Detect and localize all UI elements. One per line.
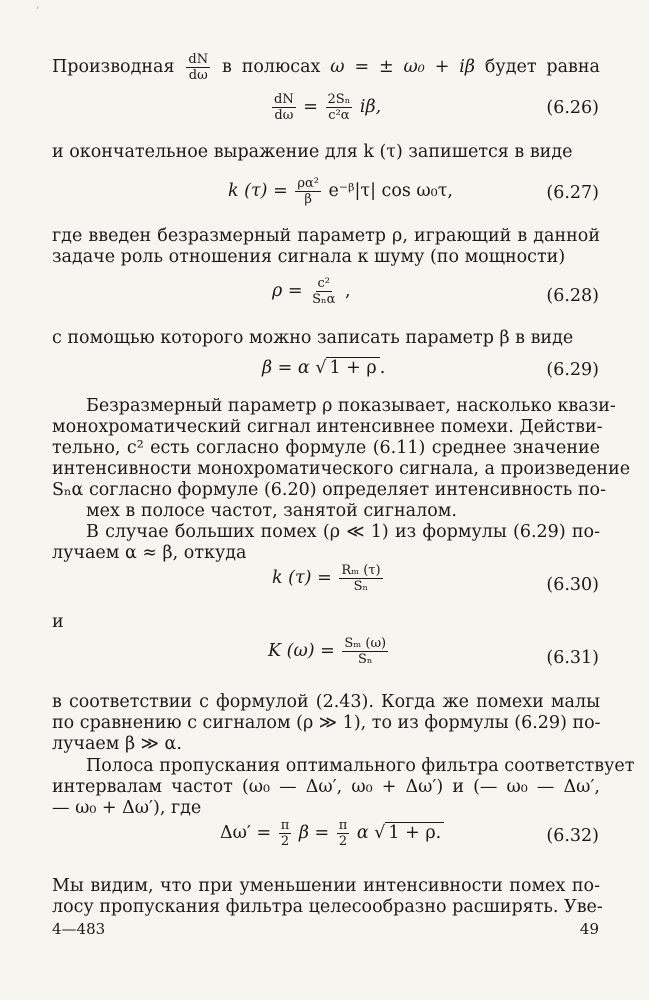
fraction-numerator: dN bbox=[188, 52, 209, 67]
equation-number: (6.26) bbox=[546, 98, 599, 118]
equation-6-28 bbox=[272, 276, 351, 307]
inline-formula: ω = ± ω₀ + iβ bbox=[330, 57, 475, 77]
fraction-numerator: c² bbox=[317, 276, 330, 291]
corner-mark: ’ bbox=[36, 6, 40, 17]
fraction-numerator: π bbox=[338, 818, 348, 833]
text-line-18: Полоса пропускания оптимального фильтра соответствует bbox=[86, 756, 635, 776]
text-fragment: в полюсах bbox=[222, 57, 321, 77]
fraction-numerator: ρα² bbox=[297, 176, 319, 191]
inline-fraction bbox=[186, 52, 210, 83]
equation-number: (6.27) bbox=[546, 183, 599, 203]
text-line-20: — ω₀ + Δω′), где bbox=[52, 798, 202, 818]
text-fragment: будет равна bbox=[484, 57, 600, 77]
radical-sign: √ bbox=[374, 823, 386, 843]
equation-lhs: ρ = bbox=[272, 281, 303, 301]
text-line-9: интенсивности монохроматического сигнала, а произведение bbox=[52, 459, 631, 479]
fraction-numerator: 2Sₙ bbox=[327, 92, 351, 107]
text-line-8: тельно, c² есть согласно формуле (6.11) среднее значение bbox=[52, 438, 600, 458]
text-line-6: Безразмерный параметр ρ показывает, насколько квази- bbox=[86, 396, 616, 416]
fraction-denominator: β bbox=[304, 192, 312, 207]
equation-number: (6.28) bbox=[546, 286, 599, 306]
equation-number: (6.31) bbox=[546, 648, 599, 668]
equation-6-31 bbox=[268, 636, 390, 667]
equals-sign: = bbox=[303, 97, 318, 117]
equation-lhs: K (ω) = bbox=[268, 641, 335, 661]
equation-tail: . bbox=[379, 358, 386, 378]
equation-6-26 bbox=[270, 92, 381, 123]
fraction-denominator: Sₙα bbox=[312, 292, 336, 307]
text-line-5: с помощью которого можно записать параметр β в виде bbox=[52, 328, 574, 348]
equation-lhs: Δω′ = bbox=[220, 823, 272, 843]
equation-6-30 bbox=[272, 563, 385, 594]
equation-tail: iβ, bbox=[359, 97, 382, 117]
fraction-numerator: π bbox=[280, 818, 290, 833]
text-line-1 bbox=[52, 52, 600, 83]
text-line-15: в соответствии с формулой (2.43). Когда же помехи малы bbox=[52, 692, 600, 712]
text-line-19: интервалам частот (ω₀ — Δω′, ω₀ + Δω′) и (— ω₀ — Δω′, bbox=[52, 777, 600, 797]
text-line-11: мех в полосе частот, занятой сигналом. bbox=[86, 501, 457, 521]
radicand: 1 + ρ bbox=[326, 357, 379, 378]
text-line-13: лучаем α ≈ β, откуда bbox=[52, 543, 247, 563]
text-line-2: и окончательное выражение для k (τ) запишется в виде bbox=[52, 142, 573, 162]
radicand: 1 + ρ. bbox=[385, 822, 444, 843]
page-number: 49 bbox=[579, 920, 599, 938]
signature-mark: 4—483 bbox=[52, 920, 106, 938]
fraction-denominator: Sₙ bbox=[353, 579, 369, 594]
fraction-denominator: 2 bbox=[280, 834, 290, 849]
text-line-4: задаче роль отношения сигнала к шуму (по мощности) bbox=[52, 247, 566, 267]
equation-tail: , bbox=[344, 281, 351, 301]
text-line-3: где введен безразмерный параметр ρ, играющий в данной bbox=[52, 226, 600, 246]
text-fragment: Производная bbox=[52, 57, 175, 77]
text-line-12: В случае больших помех (ρ ≪ 1) из формулы (6.29) по- bbox=[86, 522, 600, 542]
fraction-denominator: c²α bbox=[328, 108, 350, 123]
equation-number: (6.32) bbox=[546, 826, 599, 846]
equation-tail: e⁻ᵝ|τ| cos ω₀τ, bbox=[328, 181, 453, 201]
equation-6-29 bbox=[262, 360, 385, 378]
fraction-denominator: 2 bbox=[338, 834, 348, 849]
equation-6-32 bbox=[220, 818, 444, 849]
text-line-7: монохроматический сигнал интенсивнее помехи. Действи- bbox=[52, 417, 603, 437]
equation-tail: α bbox=[356, 823, 369, 843]
fraction-numerator: Sₘ (ω) bbox=[344, 636, 387, 651]
equation-number: (6.30) bbox=[546, 575, 599, 595]
text-line-10: Sₙα согласно формуле (6.20) определяет интенсивность по- bbox=[52, 480, 607, 500]
text-line-17: лучаем β ≫ α. bbox=[52, 734, 182, 754]
text-line-16: по сравнению с сигналом (ρ ≫ 1), то из формулы (6.29) по- bbox=[52, 713, 601, 733]
text-line-14: и bbox=[52, 612, 64, 632]
equation-lhs: β = α bbox=[262, 358, 310, 378]
equation-lhs: k (τ) = bbox=[272, 568, 332, 588]
radical-sign: √ bbox=[315, 358, 327, 378]
text-line-22: лосу пропускания фильтра целесообразно расширять. Уве- bbox=[52, 897, 603, 917]
fraction-numerator: dN bbox=[274, 92, 294, 107]
equation-middle: β = bbox=[298, 823, 330, 843]
fraction-denominator: dω bbox=[274, 108, 294, 123]
fraction-denominator: dω bbox=[188, 68, 208, 83]
equation-6-27 bbox=[228, 176, 453, 207]
equation-number: (6.29) bbox=[546, 360, 599, 380]
fraction-numerator: Rₘ (τ) bbox=[341, 563, 381, 578]
equation-lhs: k (τ) = bbox=[228, 181, 288, 201]
text-line-21: Мы видим, что при уменьшении интенсивности помех по- bbox=[52, 876, 600, 896]
fraction-denominator: Sₙ bbox=[357, 652, 373, 667]
